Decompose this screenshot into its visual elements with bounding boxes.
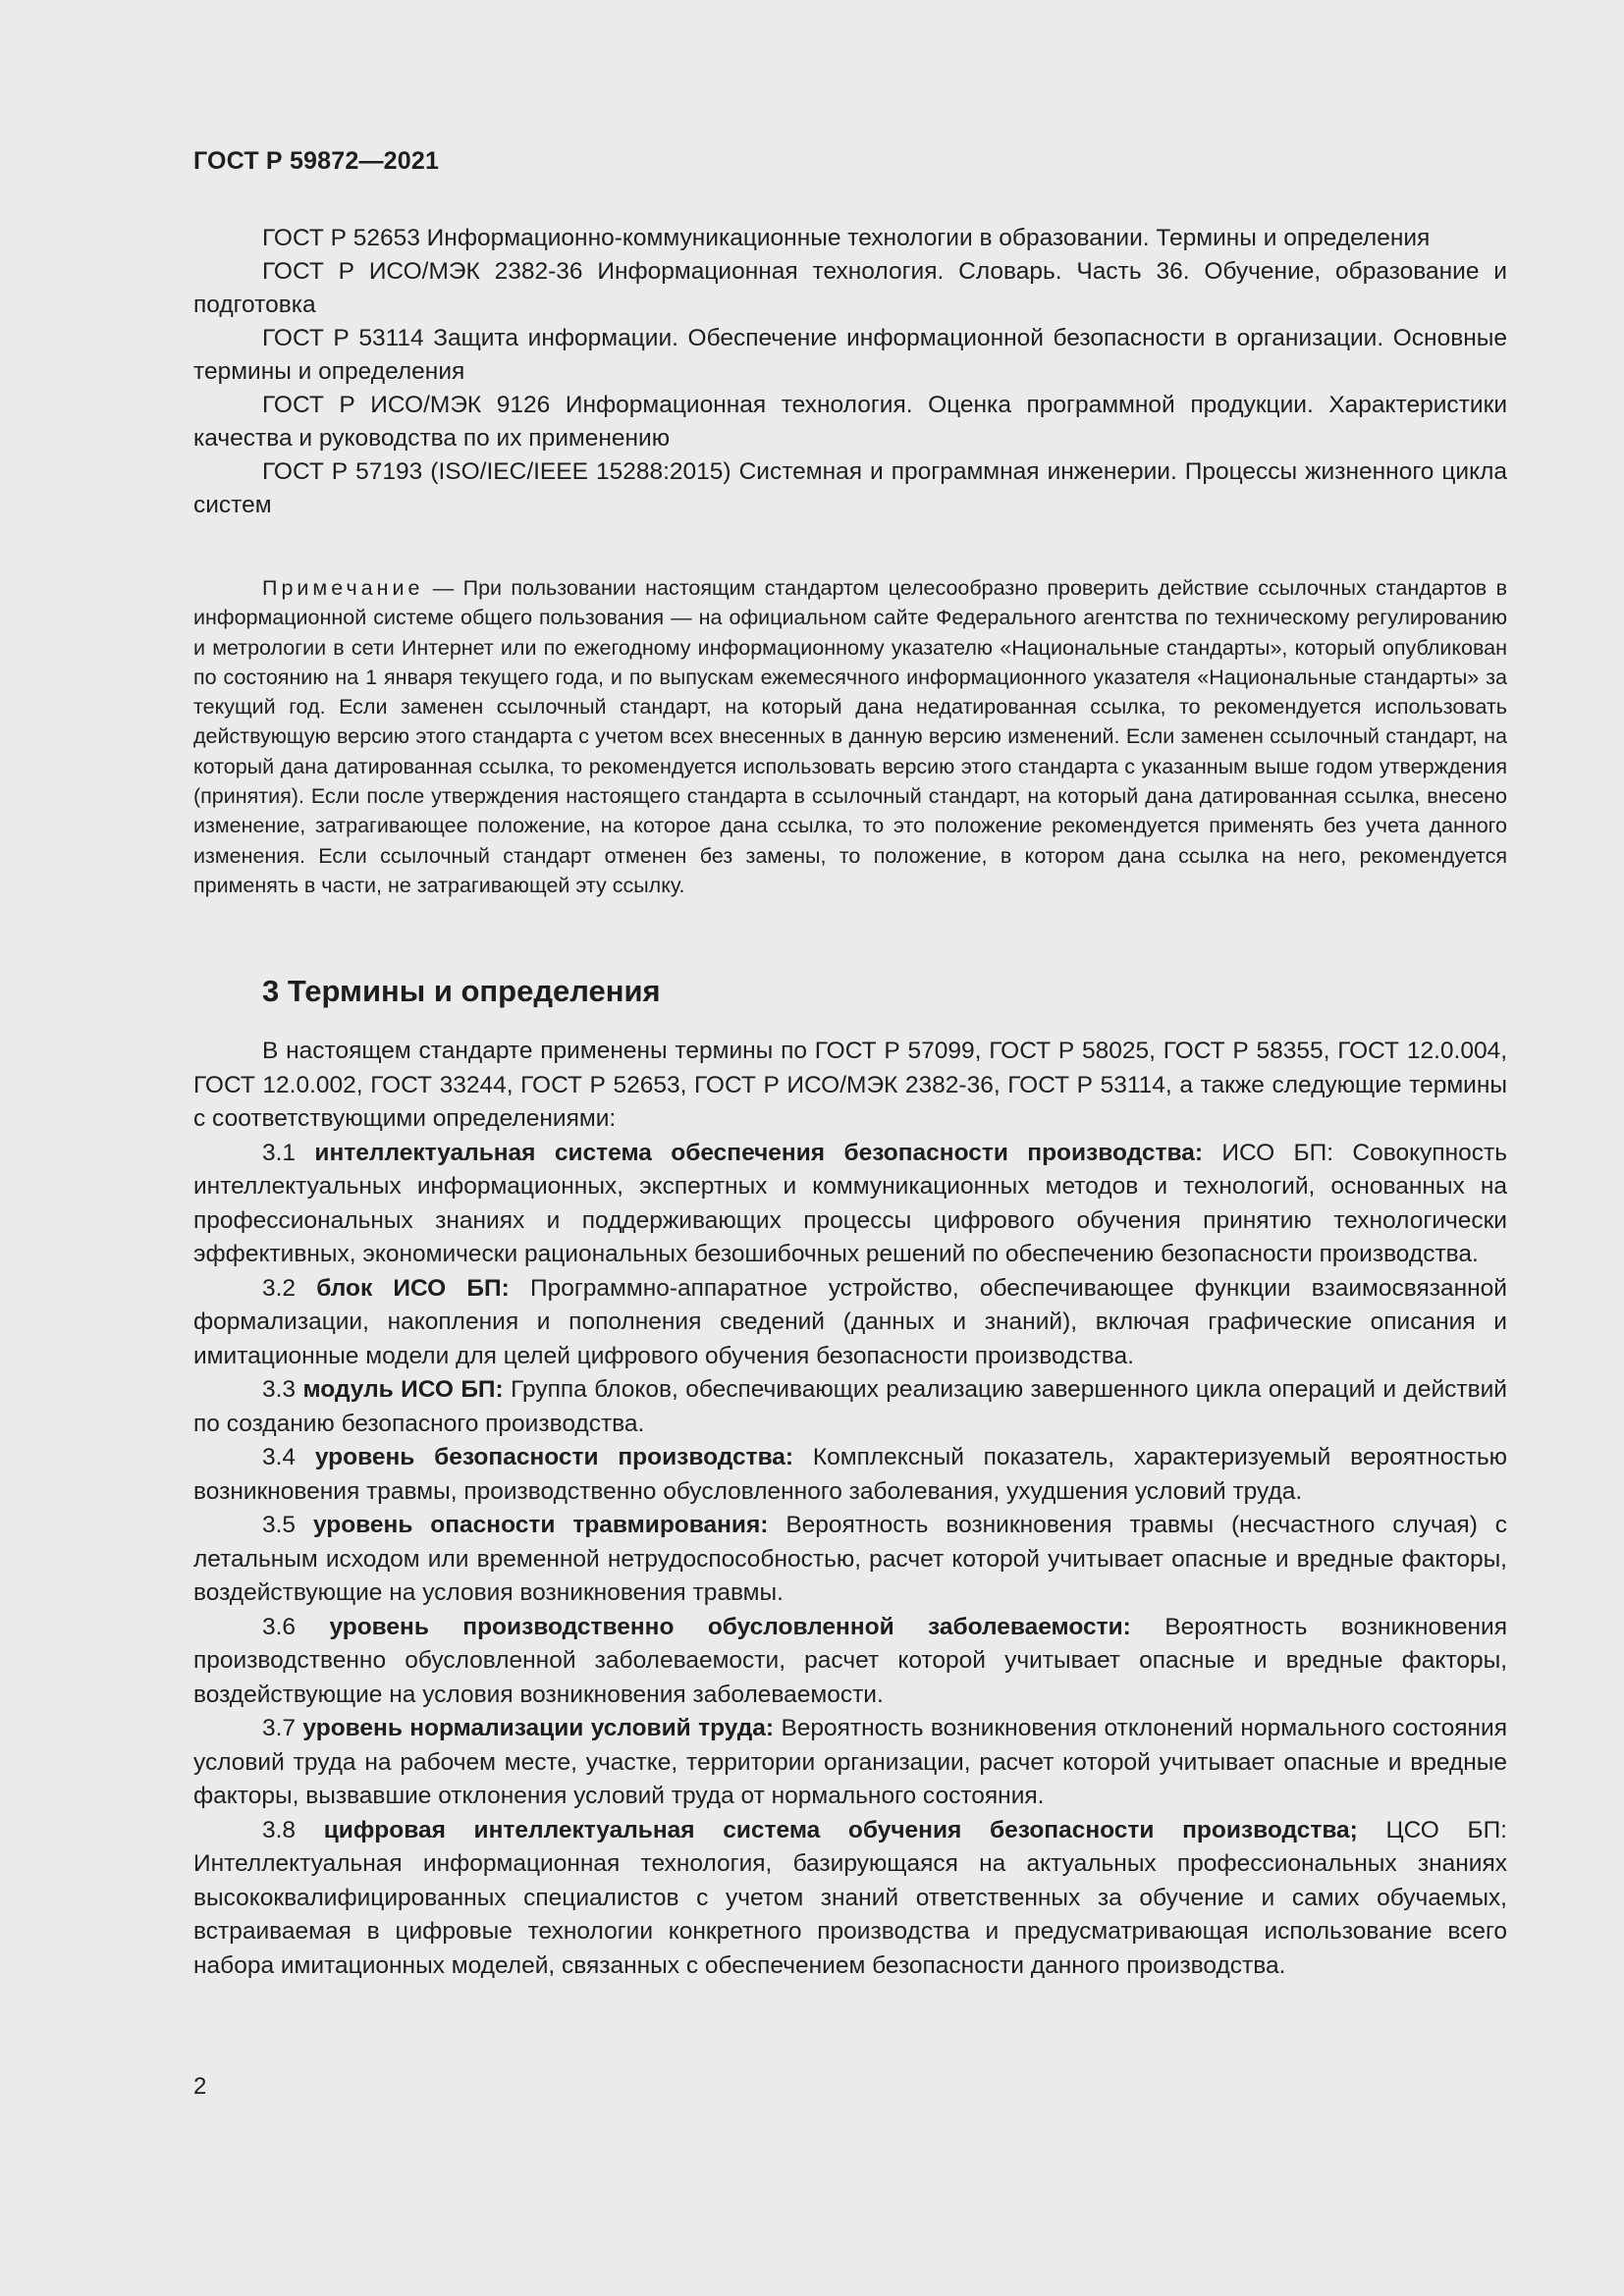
term-definition: Группа блоков, обеспечивающих реализацию завершенного цикла операций и действий по созданию безопасного производства. — [193, 1376, 1507, 1437]
term-entry — [193, 1814, 1507, 1984]
page-number: 2 — [193, 2073, 207, 2100]
reference-item: ГОСТ Р 52653 Информационно-коммуникационные технологии в образовании. Термины и определения — [262, 225, 1431, 251]
term-name: уровень безопасности производства: — [314, 1444, 794, 1470]
reference-item: ГОСТ Р ИСО/МЭК 9126 Информационная технология. Оценка программной продукции. Характеристики качества и руководства по их применению — [193, 392, 1507, 452]
references-list — [193, 222, 1507, 522]
term-name: уровень опасности травмирования: — [312, 1512, 769, 1538]
reference-item: ГОСТ Р ИСО/МЭК 2382-36 Информационная технология. Словарь. Часть 36. Обучение, образование и подготовка — [193, 258, 1507, 318]
term-definition: Программно-аппаратное устройство, обеспечивающее функции взаимосвязанной формализации, накопления и пополнения сведений (данных и знаний), включая графические описания и имитационные модели для целей цифрового обучения безопасности производства. — [193, 1274, 1507, 1369]
section-heading: 3 Термины и определения — [262, 974, 661, 1008]
term-number: 3.1 — [262, 1139, 315, 1166]
term-definition: ЦСО БП: Интеллектуальная информационная технология, базирующаяся на актуальных профессиональных знаниях высококвалифицированных специалистов с учетом знаний ответственных за обучение и самих обучаемых, встраиваемая в цифровые технологии конкретного производства и предусматривающая использование всего набора имитационных моделей, связанных с обеспечением безопасности данного производства. — [193, 1816, 1507, 1979]
term-name: уровень нормализации условий труда: — [302, 1715, 775, 1741]
term-definition: Вероятность возникновения отклонений нормального состояния условий труда на рабочем месте, участке, территории организации, расчет которой учитывает опасные и вредные факторы, вызвавшие отклонения условий труда от нормального состояния. — [193, 1715, 1507, 1809]
term-entry — [193, 1373, 1507, 1441]
term-number: 3.7 — [262, 1715, 303, 1741]
term-number: 3.6 — [262, 1613, 330, 1640]
document-code-header: ГОСТ Р 59872—2021 — [193, 147, 440, 175]
term-name: цифровая интеллектуальная система обучения безопасности производства; — [323, 1816, 1358, 1843]
term-definition: Вероятность возникновения производственно обусловленной заболеваемости, расчет которой учитывает опасные и вредные факторы, воздействующие на условия возникновения заболеваемости. — [193, 1613, 1507, 1708]
term-definition: Комплексный показатель, характеризуемый вероятностью возникновения травмы, производственно обусловленного заболевания, ухудшения условий труда. — [193, 1444, 1507, 1505]
term-entry — [193, 1509, 1507, 1611]
reference-item: ГОСТ Р 57193 (ISO/IEC/IEEE 15288:2015) Системная и программная инженерии. Процессы жизненного цикла систем — [193, 458, 1507, 518]
term-number: 3.4 — [262, 1444, 315, 1470]
reference-item: ГОСТ Р 53114 Защита информации. Обеспечение информационной безопасности в организации. Основные термины и определения — [193, 325, 1507, 385]
term-definition: ИСО БП: Совокупность интеллектуальных информационных, экспертных и коммуникационных методов и технологий, основанных на профессиональных знаниях и поддерживающих процессы цифрового обучения принятию технологически эффективных, экономически рациональных безошибочных решений по обеспечению безопасности производства. — [193, 1139, 1507, 1267]
term-number: 3.2 — [262, 1274, 317, 1302]
term-name: блок ИСО БП: — [316, 1274, 510, 1302]
term-entry — [193, 1611, 1507, 1713]
term-entry — [193, 1272, 1507, 1374]
term-name: модуль ИСО БП: — [302, 1376, 504, 1403]
note-label: Примечание — [262, 576, 424, 600]
term-entry — [193, 1137, 1507, 1272]
term-number: 3.5 — [262, 1512, 313, 1538]
term-entry — [193, 1441, 1507, 1509]
term-entry — [193, 1712, 1507, 1814]
terms-section-body — [193, 1035, 1507, 1983]
term-definition: Вероятность возникновения травмы (несчастного случая) с летальным исходом или временной нетрудоспособностью, расчет которой учитывает опасные и вредные факторы, воздействующие на условия возникновения травмы. — [193, 1512, 1507, 1606]
section-intro: В настоящем стандарте применены термины по ГОСТ Р 57099, ГОСТ Р 58025, ГОСТ Р 58355, ГОСТ 12.0.004, ГОСТ 12.0.002, ГОСТ 33244, ГОСТ Р 52653, ГОСТ Р ИСО/МЭК 2382-36, ГОСТ Р 53114, а также следующие термины с соответствующими определениями: — [193, 1038, 1507, 1132]
term-number: 3.3 — [262, 1376, 303, 1403]
term-number: 3.8 — [262, 1816, 324, 1843]
term-name: уровень производственно обусловленной заболеваемости: — [329, 1613, 1131, 1640]
term-name: интеллектуальная система обеспечения безопасности производства: — [314, 1139, 1203, 1166]
reference-note — [193, 573, 1507, 900]
note-text: — При пользовании настоящим стандартом целесообразно проверить действие ссылочных стандартов в информационной системе общего пользования — на официальном сайте Федерального агентства по техническому регулированию и метрологии в сети Интернет или по ежегодному информационному указателю «Национальные стандарты», который опубликован по состоянию на 1 января текущего года, и по выпускам ежемесячного информационного указателя «Национальные стандарты» за текущий год. Если заменен ссылочный стандарт, на который дана недатированная ссылка, то рекомендуется использовать действующую версию этого стандарта с учетом всех внесенных в данную версию изменений. Если заменен ссылочный стандарт, на который дана датированная ссылка, то рекомендуется использовать версию этого стандарта с указанным выше годом утверждения (принятия). Если после утверждения настоящего стандарта в ссылочный стандарт, на который дана датированная ссылка, внесено изменение, затрагивающее положение, на которое дана ссылка, то это положение рекомендуется применять без учета данного изменения. Если ссылочный стандарт отменен без замены, то положение, в котором дана ссылка на него, рекомендуется применять в части, не затрагивающей эту ссылку. — [193, 576, 1507, 897]
